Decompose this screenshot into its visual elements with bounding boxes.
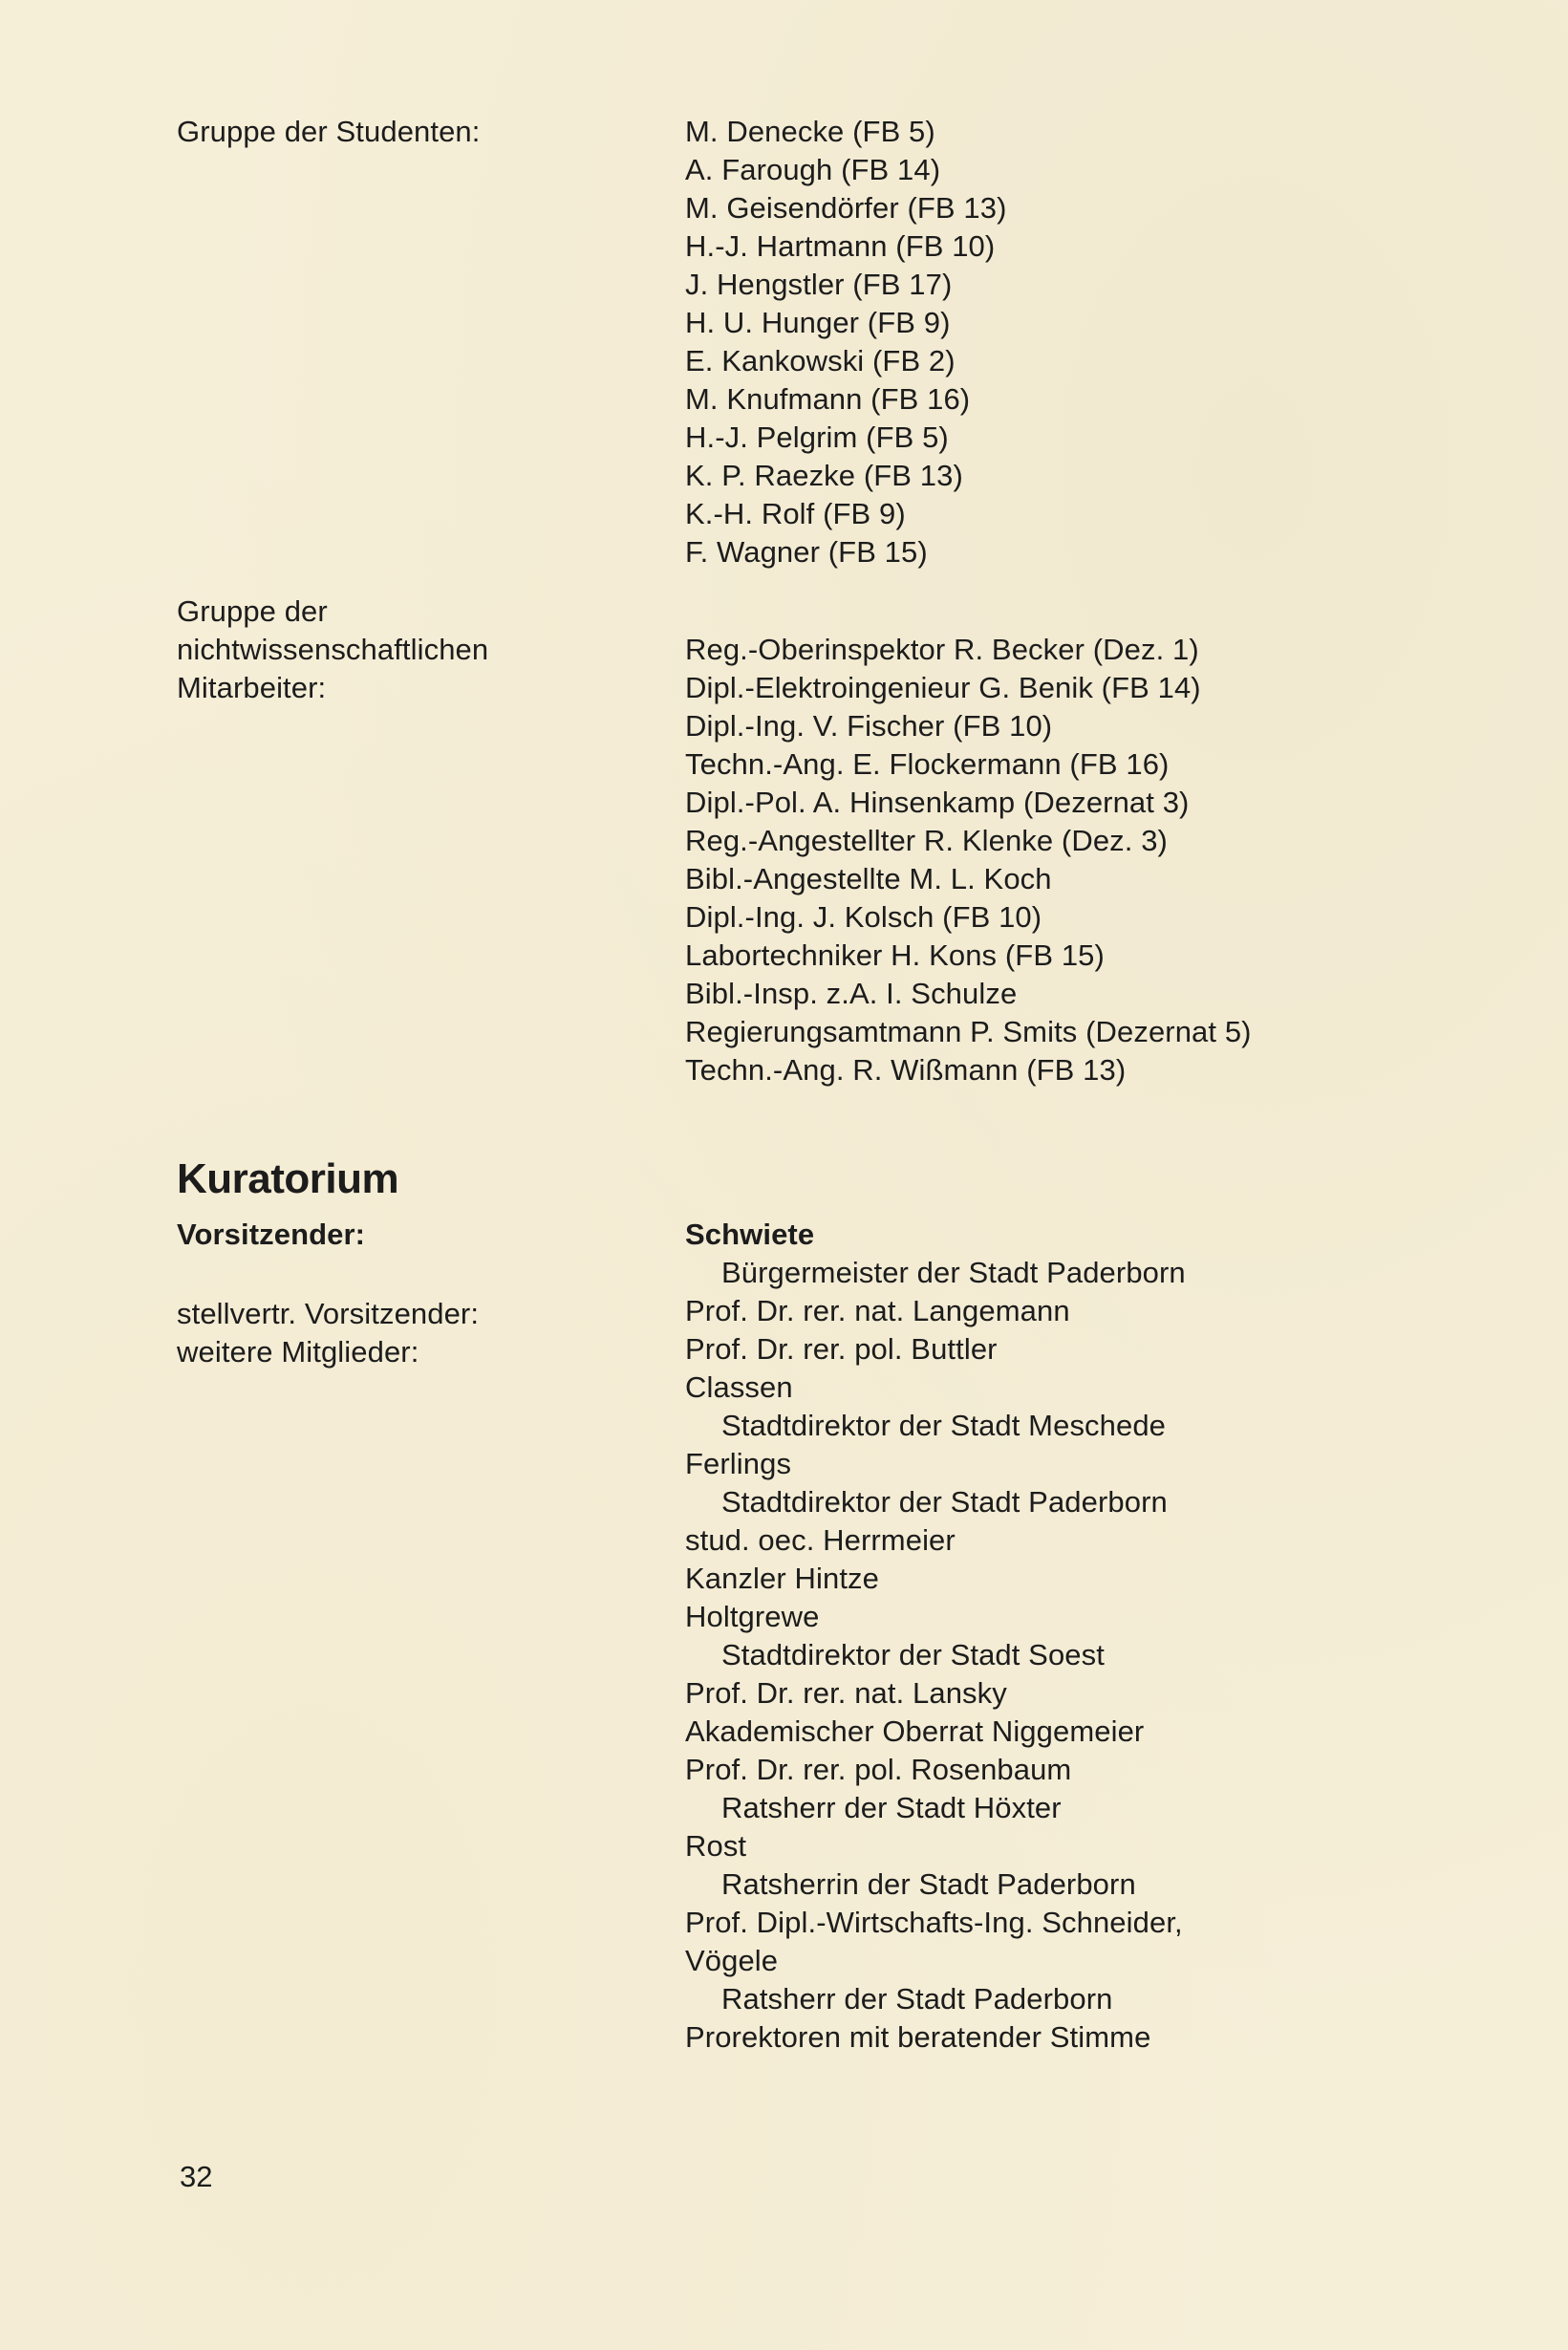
vice-chair-name: Prof. Dr. rer. nat. Langemann [685, 1294, 1070, 1327]
kuratorium-labels [177, 1216, 674, 1254]
staff-label-line: nichtwissenschaftlichen [177, 633, 489, 666]
list-item: Techn.-Ang. R. Wißmann (FB 13) [685, 1053, 1127, 1087]
list-item: Kanzler Hintze [685, 1562, 879, 1595]
kuratorium-heading-block [177, 1154, 674, 1204]
list-item: H.-J. Pelgrim (FB 5) [685, 420, 949, 454]
kuratorium-labels-2 [177, 1295, 674, 1371]
list-item: Holtgrewe [685, 1600, 820, 1633]
list-item: Prof. Dr. rer. nat. Lansky [685, 1676, 1007, 1710]
list-item: Prof. Dr. rer. pol. Rosenbaum [685, 1753, 1072, 1786]
list-item: K. P. Raezke (FB 13) [685, 459, 963, 492]
staff-label-line: Gruppe der [177, 594, 328, 628]
list-item: K.-H. Rolf (FB 9) [685, 497, 906, 530]
list-item: stud. oec. Herrmeier [685, 1523, 956, 1557]
list-item-note: Stadtdirektor der Stadt Meschede [721, 1409, 1167, 1442]
list-item: A. Farough (FB 14) [685, 153, 941, 186]
list-item: Rost [685, 1829, 747, 1863]
list-item-note: Ratsherrin der Stadt Paderborn [721, 1867, 1136, 1901]
list-item: Dipl.-Pol. A. Hinsenkamp (Dezernat 3) [685, 786, 1190, 819]
list-item: H. U. Hunger (FB 9) [685, 306, 951, 339]
list-item: Techn.-Ang. E. Flockermann (FB 16) [685, 747, 1170, 781]
page-number: 32 [180, 2160, 213, 2193]
list-item: F. Wagner (FB 15) [685, 535, 928, 569]
list-item: M. Geisendörfer (FB 13) [685, 191, 1007, 225]
students-label-block [177, 113, 674, 151]
list-item: H.-J. Hartmann (FB 10) [685, 229, 996, 263]
list-item: Bibl.-Insp. z.A. I. Schulze [685, 977, 1018, 1010]
chair-title: Bürgermeister der Stadt Paderborn [721, 1256, 1186, 1289]
staff-label-block [177, 593, 674, 707]
list-item: Prorektoren mit beratender Stimme [685, 2020, 1151, 2054]
list-item: J. Hengstler (FB 17) [685, 268, 953, 301]
students-list [685, 113, 1526, 571]
list-item: Vögele [685, 1944, 779, 1977]
students-label: Gruppe der Studenten: [177, 115, 481, 148]
staff-label-line: Mitarbeiter: [177, 671, 327, 704]
list-item: Classen [685, 1370, 793, 1404]
list-item: Akademischer Oberrat Niggemeier [685, 1714, 1145, 1748]
list-item: Prof. Dr. rer. pol. Buttler [685, 1332, 998, 1366]
list-item: Labortechniker H. Kons (FB 15) [685, 938, 1105, 972]
list-item: M. Denecke (FB 5) [685, 115, 935, 148]
list-item: Reg.-Angestellter R. Klenke (Dez. 3) [685, 824, 1168, 857]
kuratorium-list [685, 1216, 1526, 2057]
chair-name: Schwiete [685, 1218, 815, 1251]
list-item: Dipl.-Elektroingenieur G. Benik (FB 14) [685, 671, 1201, 704]
members-label: weitere Mitglieder: [177, 1335, 419, 1369]
section-heading: Kuratorium [177, 1155, 399, 1202]
list-item: Prof. Dipl.-Wirtschafts-Ing. Schneider, [685, 1906, 1183, 1939]
staff-list [685, 631, 1526, 1089]
vice-chair-label: stellvertr. Vorsitzender: [177, 1297, 480, 1330]
chair-label: Vorsitzender: [177, 1218, 366, 1251]
list-item: M. Knufmann (FB 16) [685, 382, 971, 416]
list-item: Dipl.-Ing. J. Kolsch (FB 10) [685, 900, 1042, 934]
list-item-note: Stadtdirektor der Stadt Soest [721, 1638, 1105, 1671]
list-item: Regierungsamtmann P. Smits (Dezernat 5) [685, 1015, 1252, 1048]
list-item: Reg.-Oberinspektor R. Becker (Dez. 1) [685, 633, 1199, 666]
list-item-note: Stadtdirektor der Stadt Paderborn [721, 1485, 1168, 1519]
list-item: Dipl.-Ing. V. Fischer (FB 10) [685, 709, 1053, 743]
list-item: Bibl.-Angestellte M. L. Koch [685, 862, 1052, 895]
list-item: Ferlings [685, 1447, 792, 1480]
list-item-note: Ratsherr der Stadt Höxter [721, 1791, 1062, 1824]
list-item: E. Kankowski (FB 2) [685, 344, 956, 377]
list-item-note: Ratsherr der Stadt Paderborn [721, 1982, 1113, 2016]
